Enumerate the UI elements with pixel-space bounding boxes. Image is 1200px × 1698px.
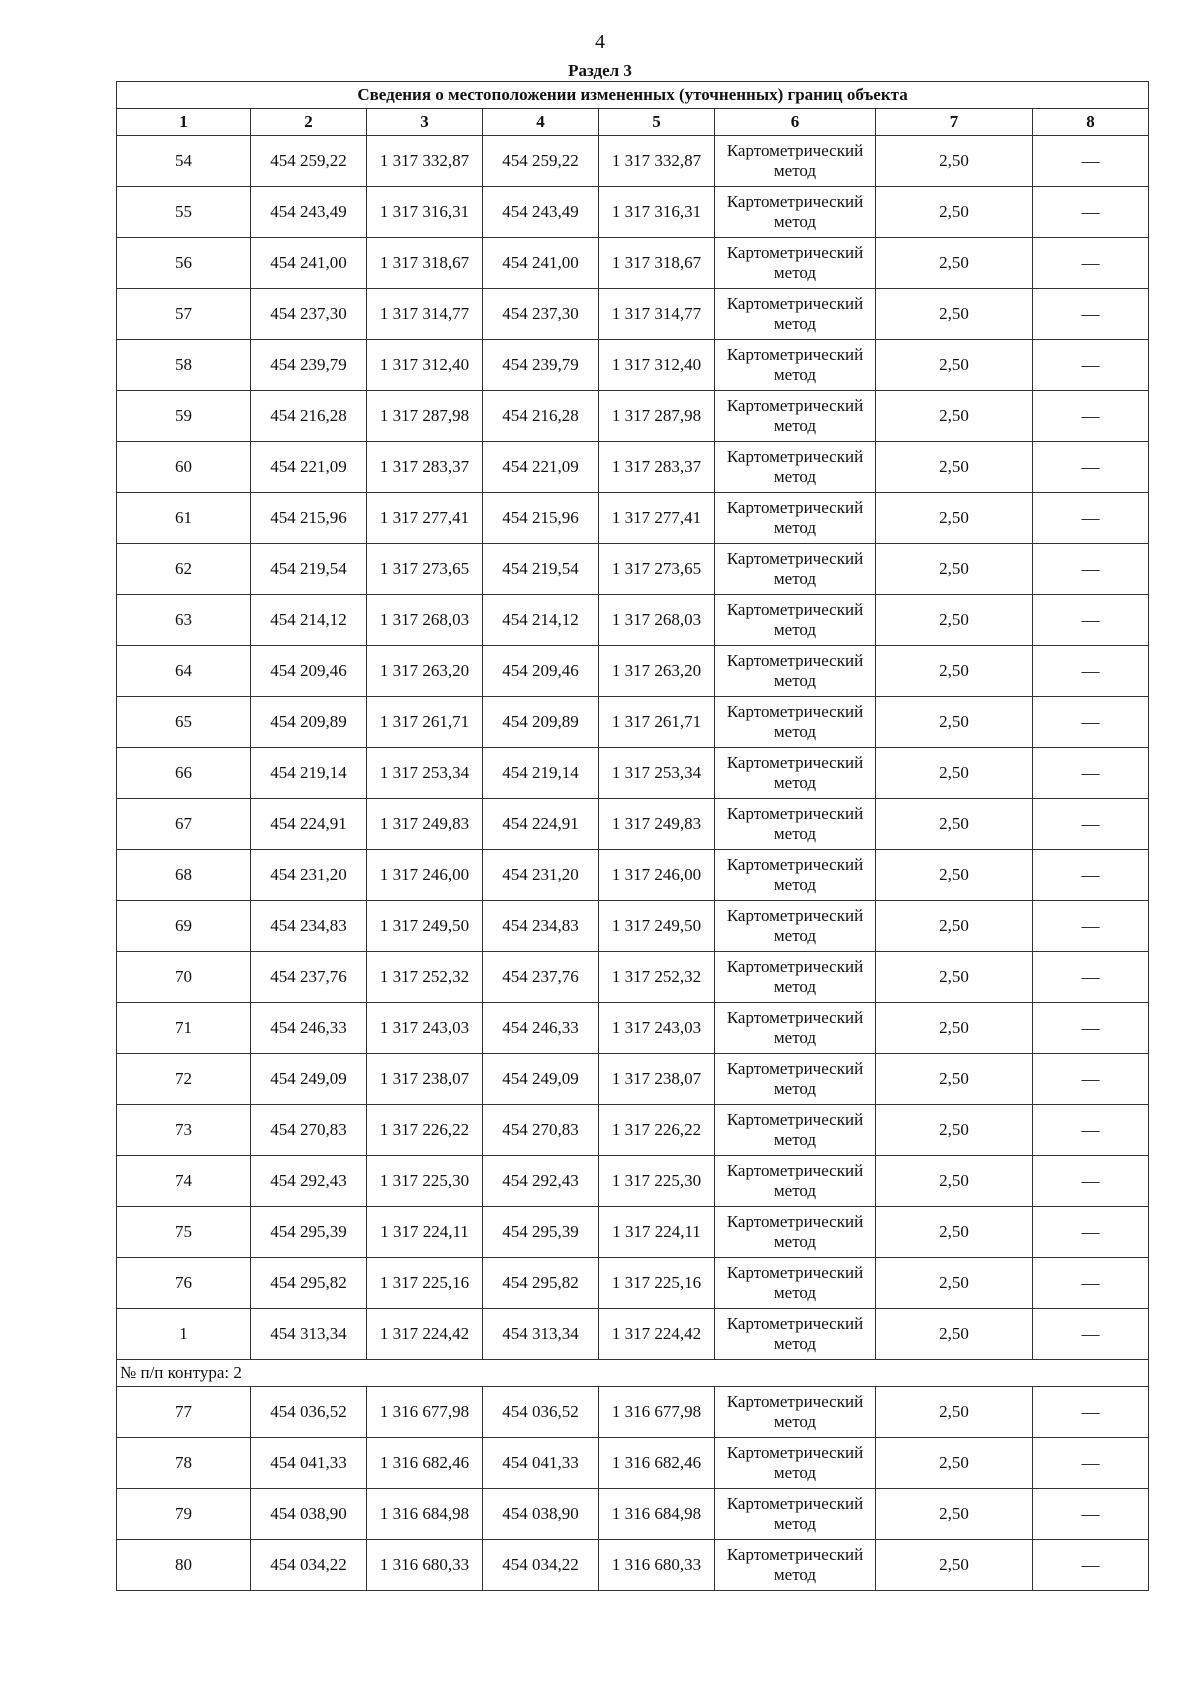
x-old-cell: 454 221,09 [251,442,367,493]
accuracy-cell: 2,50 [876,952,1033,1003]
y-old-cell: 1 317 243,03 [367,1003,483,1054]
y-new-cell: 1 317 249,50 [599,901,715,952]
y-old-cell: 1 317 252,32 [367,952,483,1003]
point-number-cell: 66 [117,748,251,799]
table-row [117,595,1149,646]
accuracy-cell: 2,50 [876,289,1033,340]
description-cell: — [1033,1438,1149,1489]
method-cell: Картометрический метод [715,1489,876,1540]
table-row [117,238,1149,289]
y-old-cell: 1 317 268,03 [367,595,483,646]
x-new-cell: 454 036,52 [483,1387,599,1438]
column-header: 3 [367,109,483,136]
method-cell: Картометрический метод [715,697,876,748]
table-row [117,952,1149,1003]
accuracy-cell: 2,50 [876,1003,1033,1054]
table-row [117,1003,1149,1054]
description-cell: — [1033,697,1149,748]
x-old-cell: 454 036,52 [251,1387,367,1438]
table-row [117,493,1149,544]
x-old-cell: 454 249,09 [251,1054,367,1105]
y-old-cell: 1 317 224,42 [367,1309,483,1360]
point-number-cell: 61 [117,493,251,544]
description-cell: — [1033,1387,1149,1438]
accuracy-cell: 2,50 [876,1438,1033,1489]
table-row [117,187,1149,238]
method-cell: Картометрический метод [715,1207,876,1258]
y-new-cell: 1 317 226,22 [599,1105,715,1156]
method-cell: Картометрический метод [715,1387,876,1438]
x-old-cell: 454 313,34 [251,1309,367,1360]
table-row [117,289,1149,340]
x-old-cell: 454 034,22 [251,1540,367,1591]
accuracy-cell: 2,50 [876,1489,1033,1540]
accuracy-cell: 2,50 [876,1258,1033,1309]
method-cell: Картометрический метод [715,595,876,646]
table-row [117,1054,1149,1105]
description-cell: — [1033,748,1149,799]
y-old-cell: 1 317 332,87 [367,136,483,187]
x-old-cell: 454 295,82 [251,1258,367,1309]
accuracy-cell: 2,50 [876,493,1033,544]
description-cell: — [1033,1207,1149,1258]
y-old-cell: 1 317 263,20 [367,646,483,697]
accuracy-cell: 2,50 [876,799,1033,850]
y-new-cell: 1 317 252,32 [599,952,715,1003]
point-number-cell: 71 [117,1003,251,1054]
point-number-cell: 79 [117,1489,251,1540]
point-number-cell: 64 [117,646,251,697]
column-header: 2 [251,109,367,136]
x-old-cell: 454 041,33 [251,1438,367,1489]
accuracy-cell: 2,50 [876,595,1033,646]
x-new-cell: 454 259,22 [483,136,599,187]
x-new-cell: 454 295,39 [483,1207,599,1258]
x-new-cell: 454 237,76 [483,952,599,1003]
point-number-cell: 57 [117,289,251,340]
x-new-cell: 454 234,83 [483,901,599,952]
y-new-cell: 1 317 314,77 [599,289,715,340]
x-new-cell: 454 041,33 [483,1438,599,1489]
method-cell: Картометрический метод [715,1054,876,1105]
x-new-cell: 454 209,46 [483,646,599,697]
x-new-cell: 454 246,33 [483,1003,599,1054]
point-number-cell: 56 [117,238,251,289]
accuracy-cell: 2,50 [876,1309,1033,1360]
table-caption: Сведения о местоположении измененных (уточненных) границ объекта [117,82,1149,109]
point-number-cell: 77 [117,1387,251,1438]
x-new-cell: 454 237,30 [483,289,599,340]
table-row [117,646,1149,697]
coordinates-table [116,81,1149,1591]
description-cell: — [1033,1540,1149,1591]
y-old-cell: 1 317 287,98 [367,391,483,442]
method-cell: Картометрический метод [715,1105,876,1156]
x-new-cell: 454 224,91 [483,799,599,850]
method-cell: Картометрический метод [715,493,876,544]
method-cell: Картометрический метод [715,340,876,391]
y-old-cell: 1 317 312,40 [367,340,483,391]
y-new-cell: 1 317 318,67 [599,238,715,289]
column-header: 6 [715,109,876,136]
y-new-cell: 1 317 287,98 [599,391,715,442]
method-cell: Картометрический метод [715,1540,876,1591]
table-row [117,1489,1149,1540]
point-number-cell: 73 [117,1105,251,1156]
description-cell: — [1033,391,1149,442]
point-number-cell: 68 [117,850,251,901]
table-row [117,442,1149,493]
x-old-cell: 454 231,20 [251,850,367,901]
y-new-cell: 1 317 224,11 [599,1207,715,1258]
accuracy-cell: 2,50 [876,442,1033,493]
y-new-cell: 1 317 225,16 [599,1258,715,1309]
point-number-cell: 58 [117,340,251,391]
x-new-cell: 454 219,54 [483,544,599,595]
section-title: Раздел 3 [568,61,632,80]
x-new-cell: 454 295,82 [483,1258,599,1309]
point-number-cell: 55 [117,187,251,238]
point-number-cell: 54 [117,136,251,187]
y-old-cell: 1 317 238,07 [367,1054,483,1105]
y-new-cell: 1 317 246,00 [599,850,715,901]
y-old-cell: 1 317 226,22 [367,1105,483,1156]
point-number-cell: 65 [117,697,251,748]
x-old-cell: 454 209,89 [251,697,367,748]
y-old-cell: 1 317 246,00 [367,850,483,901]
method-cell: Картометрический метод [715,442,876,493]
y-new-cell: 1 317 249,83 [599,799,715,850]
x-new-cell: 454 292,43 [483,1156,599,1207]
x-old-cell: 454 237,76 [251,952,367,1003]
y-new-cell: 1 317 268,03 [599,595,715,646]
x-old-cell: 454 219,54 [251,544,367,595]
x-new-cell: 454 038,90 [483,1489,599,1540]
x-new-cell: 454 239,79 [483,340,599,391]
table-row [117,1105,1149,1156]
x-new-cell: 454 221,09 [483,442,599,493]
table-row [117,850,1149,901]
x-old-cell: 454 216,28 [251,391,367,442]
x-new-cell: 454 034,22 [483,1540,599,1591]
description-cell: — [1033,1105,1149,1156]
table-row [117,1387,1149,1438]
y-new-cell: 1 317 238,07 [599,1054,715,1105]
column-header: 7 [876,109,1033,136]
y-old-cell: 1 317 277,41 [367,493,483,544]
method-cell: Картометрический метод [715,952,876,1003]
point-number-cell: 69 [117,901,251,952]
x-old-cell: 454 292,43 [251,1156,367,1207]
method-cell: Картометрический метод [715,748,876,799]
x-old-cell: 454 215,96 [251,493,367,544]
accuracy-cell: 2,50 [876,748,1033,799]
y-new-cell: 1 316 682,46 [599,1438,715,1489]
y-old-cell: 1 317 225,16 [367,1258,483,1309]
y-old-cell: 1 317 225,30 [367,1156,483,1207]
description-cell: — [1033,799,1149,850]
x-new-cell: 454 219,14 [483,748,599,799]
accuracy-cell: 2,50 [876,850,1033,901]
table-row [117,1258,1149,1309]
description-cell: — [1033,1156,1149,1207]
y-old-cell: 1 317 261,71 [367,697,483,748]
point-number-cell: 76 [117,1258,251,1309]
x-old-cell: 454 234,83 [251,901,367,952]
method-cell: Картометрический метод [715,1156,876,1207]
method-cell: Картометрический метод [715,544,876,595]
x-new-cell: 454 231,20 [483,850,599,901]
x-old-cell: 454 241,00 [251,238,367,289]
method-cell: Картометрический метод [715,1258,876,1309]
point-number-cell: 72 [117,1054,251,1105]
point-number-cell: 70 [117,952,251,1003]
method-cell: Картометрический метод [715,1309,876,1360]
method-cell: Картометрический метод [715,136,876,187]
accuracy-cell: 2,50 [876,187,1033,238]
column-header: 4 [483,109,599,136]
x-old-cell: 454 246,33 [251,1003,367,1054]
x-new-cell: 454 243,49 [483,187,599,238]
table-row [117,544,1149,595]
table-row [117,901,1149,952]
description-cell: — [1033,238,1149,289]
table-row [117,1540,1149,1591]
description-cell: — [1033,595,1149,646]
method-cell: Картометрический метод [715,1003,876,1054]
description-cell: — [1033,1003,1149,1054]
contour-label: № п/п контура: 2 [117,1360,1149,1387]
method-cell: Картометрический метод [715,289,876,340]
description-cell: — [1033,1309,1149,1360]
table-row [117,1438,1149,1489]
accuracy-cell: 2,50 [876,1540,1033,1591]
y-new-cell: 1 317 224,42 [599,1309,715,1360]
accuracy-cell: 2,50 [876,901,1033,952]
y-new-cell: 1 317 253,34 [599,748,715,799]
y-new-cell: 1 317 261,71 [599,697,715,748]
x-new-cell: 454 270,83 [483,1105,599,1156]
y-old-cell: 1 316 680,33 [367,1540,483,1591]
point-number-cell: 67 [117,799,251,850]
method-cell: Картометрический метод [715,238,876,289]
x-old-cell: 454 270,83 [251,1105,367,1156]
y-old-cell: 1 317 249,50 [367,901,483,952]
x-new-cell: 454 313,34 [483,1309,599,1360]
x-old-cell: 454 243,49 [251,187,367,238]
y-new-cell: 1 317 263,20 [599,646,715,697]
y-new-cell: 1 317 273,65 [599,544,715,595]
point-number-cell: 80 [117,1540,251,1591]
accuracy-cell: 2,50 [876,391,1033,442]
point-number-cell: 63 [117,595,251,646]
accuracy-cell: 2,50 [876,1207,1033,1258]
description-cell: — [1033,952,1149,1003]
point-number-cell: 59 [117,391,251,442]
y-new-cell: 1 317 243,03 [599,1003,715,1054]
x-old-cell: 454 224,91 [251,799,367,850]
contour-row [117,1360,1149,1387]
point-number-cell: 78 [117,1438,251,1489]
table-header-row [117,109,1149,136]
x-old-cell: 454 219,14 [251,748,367,799]
description-cell: — [1033,1054,1149,1105]
table-caption-row [117,82,1149,109]
x-new-cell: 454 241,00 [483,238,599,289]
point-number-cell: 62 [117,544,251,595]
x-new-cell: 454 214,12 [483,595,599,646]
table-row [117,748,1149,799]
accuracy-cell: 2,50 [876,1387,1033,1438]
point-number-cell: 75 [117,1207,251,1258]
description-cell: — [1033,1258,1149,1309]
method-cell: Картометрический метод [715,850,876,901]
description-cell: — [1033,340,1149,391]
table-row [117,391,1149,442]
description-cell: — [1033,544,1149,595]
y-old-cell: 1 317 314,77 [367,289,483,340]
description-cell: — [1033,187,1149,238]
description-cell: — [1033,850,1149,901]
method-cell: Картометрический метод [715,187,876,238]
table-row [117,1207,1149,1258]
y-new-cell: 1 317 277,41 [599,493,715,544]
method-cell: Картометрический метод [715,1438,876,1489]
x-old-cell: 454 259,22 [251,136,367,187]
y-new-cell: 1 317 283,37 [599,442,715,493]
x-old-cell: 454 214,12 [251,595,367,646]
y-old-cell: 1 317 253,34 [367,748,483,799]
accuracy-cell: 2,50 [876,646,1033,697]
table-body [117,136,1149,1591]
accuracy-cell: 2,50 [876,136,1033,187]
method-cell: Картометрический метод [715,391,876,442]
y-old-cell: 1 317 273,65 [367,544,483,595]
column-header: 5 [599,109,715,136]
accuracy-cell: 2,50 [876,238,1033,289]
x-old-cell: 454 237,30 [251,289,367,340]
point-number-cell: 60 [117,442,251,493]
column-header: 8 [1033,109,1149,136]
y-new-cell: 1 317 316,31 [599,187,715,238]
accuracy-cell: 2,50 [876,1054,1033,1105]
table-row [117,340,1149,391]
accuracy-cell: 2,50 [876,1105,1033,1156]
description-cell: — [1033,442,1149,493]
y-new-cell: 1 317 225,30 [599,1156,715,1207]
method-cell: Картометрический метод [715,646,876,697]
point-number-cell: 74 [117,1156,251,1207]
description-cell: — [1033,646,1149,697]
description-cell: — [1033,493,1149,544]
y-old-cell: 1 316 684,98 [367,1489,483,1540]
y-old-cell: 1 317 249,83 [367,799,483,850]
page-number: 4 [595,31,605,53]
y-new-cell: 1 316 677,98 [599,1387,715,1438]
table-row [117,697,1149,748]
y-new-cell: 1 317 312,40 [599,340,715,391]
accuracy-cell: 2,50 [876,1156,1033,1207]
table-row [117,1309,1149,1360]
table-row [117,799,1149,850]
x-new-cell: 454 209,89 [483,697,599,748]
description-cell: — [1033,1489,1149,1540]
y-old-cell: 1 317 283,37 [367,442,483,493]
x-old-cell: 454 038,90 [251,1489,367,1540]
y-old-cell: 1 316 682,46 [367,1438,483,1489]
accuracy-cell: 2,50 [876,340,1033,391]
method-cell: Картометрический метод [715,799,876,850]
y-new-cell: 1 316 680,33 [599,1540,715,1591]
description-cell: — [1033,289,1149,340]
table-row [117,1156,1149,1207]
x-old-cell: 454 239,79 [251,340,367,391]
accuracy-cell: 2,50 [876,697,1033,748]
y-new-cell: 1 316 684,98 [599,1489,715,1540]
accuracy-cell: 2,50 [876,544,1033,595]
table-row [117,136,1149,187]
y-old-cell: 1 317 318,67 [367,238,483,289]
y-old-cell: 1 316 677,98 [367,1387,483,1438]
y-old-cell: 1 317 224,11 [367,1207,483,1258]
description-cell: — [1033,901,1149,952]
x-new-cell: 454 215,96 [483,493,599,544]
x-old-cell: 454 295,39 [251,1207,367,1258]
point-number-cell: 1 [117,1309,251,1360]
column-header: 1 [117,109,251,136]
x-new-cell: 454 216,28 [483,391,599,442]
x-new-cell: 454 249,09 [483,1054,599,1105]
y-old-cell: 1 317 316,31 [367,187,483,238]
description-cell: — [1033,136,1149,187]
x-old-cell: 454 209,46 [251,646,367,697]
method-cell: Картометрический метод [715,901,876,952]
y-new-cell: 1 317 332,87 [599,136,715,187]
